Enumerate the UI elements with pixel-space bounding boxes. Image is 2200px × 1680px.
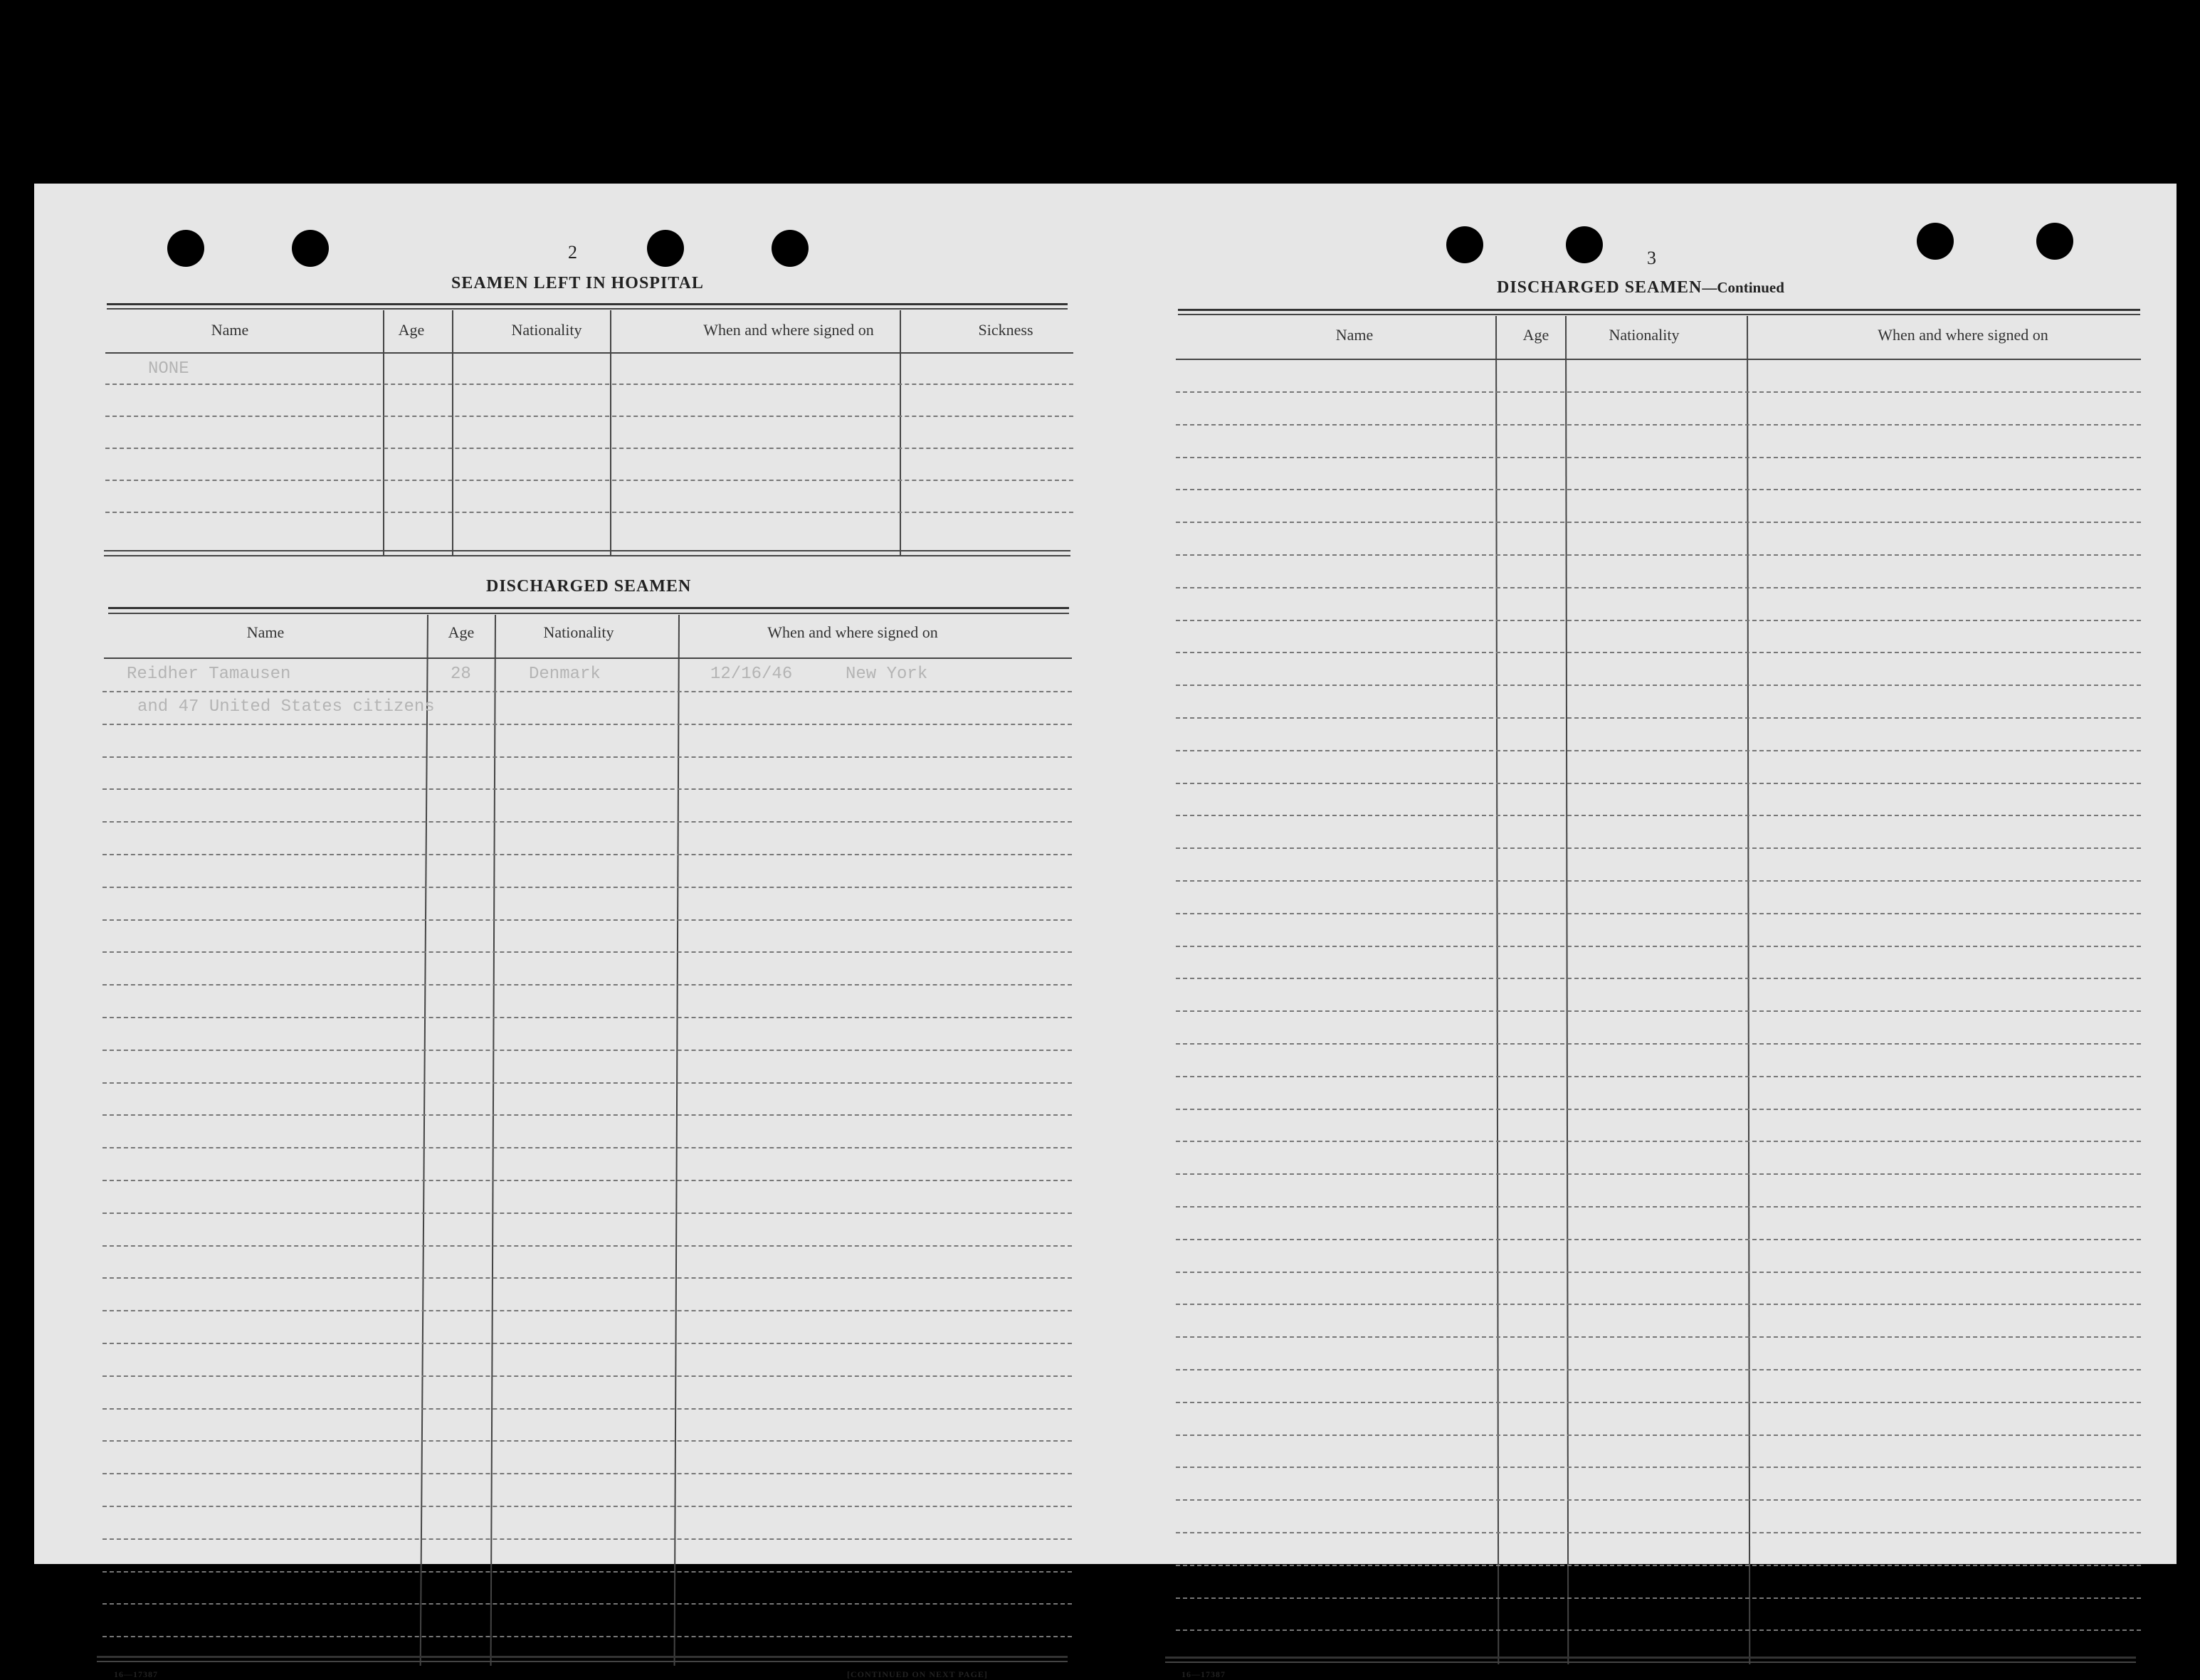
entry-line <box>102 1636 1072 1637</box>
entry-line <box>102 854 1072 855</box>
entry-line <box>1176 457 2141 458</box>
punch-hole <box>647 230 684 267</box>
entry-line <box>1176 1239 2141 1240</box>
punch-hole <box>167 230 204 267</box>
divider <box>1178 309 2140 311</box>
entry-line <box>102 1310 1072 1311</box>
discharged-row-place: New York <box>846 665 928 684</box>
entry-line <box>1176 424 2141 426</box>
divider <box>107 308 1068 310</box>
column-divider <box>452 310 453 556</box>
discharged-row-name: Reidher Tamausen <box>127 665 291 684</box>
entry-line <box>102 1180 1072 1181</box>
entry-line <box>102 919 1072 921</box>
divider <box>108 613 1069 614</box>
page-number: 3 <box>1647 248 1656 268</box>
entry-line <box>1176 1010 2141 1012</box>
divider <box>97 1656 1068 1658</box>
column-divider <box>420 615 428 1666</box>
entry-line <box>102 1082 1072 1084</box>
divider <box>1165 1661 2136 1663</box>
entry-line <box>1176 1565 2141 1566</box>
divider <box>107 303 1068 305</box>
form-number: 16—17387 <box>1181 1669 1226 1679</box>
column-divider <box>674 615 680 1666</box>
entry-line <box>102 756 1072 758</box>
entry-line <box>1176 978 2141 979</box>
entry-line <box>1176 1336 2141 1338</box>
discharged-continued-title <box>1497 278 1784 297</box>
column-header-age: Age <box>398 321 425 339</box>
divider <box>1178 314 2140 315</box>
entry-line <box>1176 717 2141 719</box>
column-header-name: Name <box>211 321 249 339</box>
entry-line <box>1176 880 2141 882</box>
entry-line <box>1176 1173 2141 1175</box>
column-divider <box>490 615 496 1666</box>
entry-line <box>1176 652 2141 653</box>
entry-line <box>1176 1467 2141 1468</box>
entry-line <box>1176 554 2141 556</box>
entry-line <box>1176 1532 2141 1533</box>
continued-note: [CONTINUED ON NEXT PAGE] <box>847 1669 988 1679</box>
column-header-nationality: Nationality <box>1609 326 1680 344</box>
entry-line <box>102 724 1072 725</box>
discharged-row-nationality: Denmark <box>529 665 601 684</box>
entry-line <box>105 512 1073 513</box>
entry-line <box>1176 783 2141 784</box>
divider <box>104 550 1070 551</box>
entry-line <box>102 1375 1072 1377</box>
entry-line <box>102 1571 1072 1573</box>
entry-line <box>102 1538 1072 1540</box>
column-header-age: Age <box>448 623 475 641</box>
entry-line <box>102 1277 1072 1279</box>
entry-line <box>105 448 1073 449</box>
column-header-sickness: Sickness <box>978 321 1033 339</box>
divider <box>104 555 1070 556</box>
document-paper <box>34 184 2177 1679</box>
entry-line <box>1176 620 2141 621</box>
punch-hole <box>292 230 329 267</box>
header-underline <box>1176 359 2141 360</box>
entry-line <box>1176 587 2141 588</box>
entry-line <box>1176 946 2141 947</box>
header-underline <box>104 657 1072 659</box>
entry-line <box>1176 913 2141 914</box>
title-text: DISCHARGED SEAMEN <box>1497 278 1702 297</box>
title-suffix: —Continued <box>1702 279 1784 296</box>
column-header-age: Age <box>1522 326 1549 344</box>
entry-line <box>1176 1499 2141 1501</box>
entry-line <box>102 1440 1072 1442</box>
entry-line <box>105 384 1073 385</box>
entry-line <box>102 1147 1072 1148</box>
entry-line <box>105 416 1073 417</box>
page-number: 2 <box>568 242 577 263</box>
punch-hole <box>1446 226 1483 263</box>
entry-line <box>1176 1402 2141 1403</box>
column-header-nationality: Nationality <box>511 321 582 339</box>
entry-line <box>102 951 1072 953</box>
entry-line <box>1176 1043 2141 1045</box>
column-divider <box>1495 316 1499 1664</box>
column-header-when-where: When and where signed on <box>767 623 938 641</box>
entry-line <box>102 1114 1072 1116</box>
header-underline <box>105 352 1073 354</box>
hospital-entry: NONE <box>148 359 189 379</box>
entry-line <box>102 1050 1072 1051</box>
entry-line <box>102 1603 1072 1605</box>
entry-line <box>1176 847 2141 849</box>
entry-line <box>1176 489 2141 490</box>
entry-line <box>1176 750 2141 751</box>
divider <box>1165 1657 2136 1659</box>
column-divider <box>1747 316 1750 1664</box>
entry-line <box>1176 522 2141 523</box>
entry-line <box>1176 1206 2141 1208</box>
discharged-section-title: DISCHARGED SEAMEN <box>486 577 692 596</box>
column-divider <box>383 310 384 556</box>
entry-line <box>1176 1629 2141 1631</box>
entry-line <box>1176 685 2141 686</box>
punch-hole <box>1566 226 1603 263</box>
column-header-name: Name <box>1335 326 1374 344</box>
punch-hole <box>772 230 809 267</box>
punch-hole <box>2036 223 2073 260</box>
column-divider <box>1565 316 1569 1664</box>
entry-line <box>1176 391 2141 393</box>
entry-line <box>105 480 1073 481</box>
column-header-nationality: Nationality <box>543 623 614 641</box>
column-divider <box>610 310 611 556</box>
entry-line <box>1176 1109 2141 1110</box>
entry-line <box>102 1213 1072 1214</box>
entry-line <box>1176 1304 2141 1305</box>
entry-line <box>102 691 1072 692</box>
entry-line <box>1176 1435 2141 1436</box>
divider <box>97 1661 1068 1662</box>
entry-line <box>102 1408 1072 1410</box>
column-header-when-where: When and where signed on <box>703 321 874 339</box>
discharged-row-name: and 47 United States citizens <box>137 697 435 717</box>
entry-line <box>102 984 1072 986</box>
entry-line <box>1176 1597 2141 1599</box>
entry-line <box>102 1017 1072 1018</box>
punch-hole <box>1917 223 1954 260</box>
entry-line <box>102 1245 1072 1247</box>
entry-line <box>1176 1076 2141 1077</box>
entry-line <box>102 788 1072 790</box>
hospital-section-title: SEAMEN LEFT IN HOSPITAL <box>451 274 704 292</box>
column-header-name: Name <box>246 623 285 641</box>
column-divider <box>900 310 901 556</box>
discharged-row-date: 12/16/46 <box>710 665 793 684</box>
entry-line <box>102 1473 1072 1474</box>
entry-line <box>1176 1141 2141 1142</box>
entry-line <box>1176 815 2141 816</box>
form-number: 16—17387 <box>114 1669 158 1679</box>
column-header-when-where: When and where signed on <box>1878 326 2048 344</box>
entry-line <box>102 887 1072 888</box>
entry-line <box>102 1506 1072 1507</box>
entry-line <box>1176 1369 2141 1370</box>
entry-line <box>1176 1272 2141 1273</box>
divider <box>108 607 1069 609</box>
discharged-row-age: 28 <box>451 665 471 684</box>
entry-line <box>102 1343 1072 1344</box>
entry-line <box>102 821 1072 823</box>
